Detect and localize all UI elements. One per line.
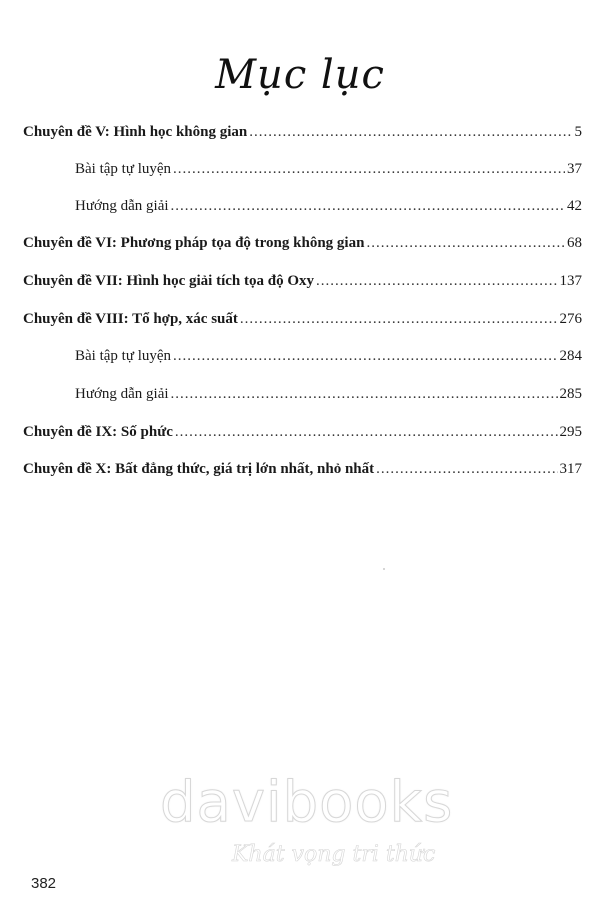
toc-entry-label: Chuyên đề X: Bất đẳng thức, giá trị lớn nhất, nhỏ nhất xyxy=(23,461,375,477)
toc-entry-page: 276 xyxy=(559,311,582,327)
watermark-slogan: Khát vọng tri thức xyxy=(232,842,436,867)
toc-entry-label: Bài tập tự luyện xyxy=(75,348,172,364)
dot-leader xyxy=(175,423,558,441)
toc-entry-label: Hướng dẫn giải xyxy=(75,198,169,214)
page-number: 382 xyxy=(31,875,57,892)
toc-subentry-solutions xyxy=(75,385,582,403)
dot-leader xyxy=(173,160,565,178)
toc-subentry-exercises xyxy=(75,347,582,365)
toc-entry-page: 295 xyxy=(559,424,582,440)
toc-subentry-solutions xyxy=(75,197,582,215)
dot-leader xyxy=(171,197,565,215)
toc-entry-page: 42 xyxy=(567,198,582,214)
watermark-brand: davibooks xyxy=(160,770,454,835)
toc-subentry-exercises xyxy=(75,160,582,178)
publisher-watermark xyxy=(160,770,460,870)
toc-entry-page: 284 xyxy=(559,348,582,364)
toc-entry-chapter-8 xyxy=(23,310,582,328)
toc-entry-page: 37 xyxy=(567,161,582,177)
toc-entry-label: Chuyên đề IX: Số phức xyxy=(23,424,173,440)
toc-entry-page: 285 xyxy=(559,386,582,402)
dot-leader xyxy=(366,234,565,252)
dot-leader xyxy=(173,347,557,365)
dot-leader xyxy=(376,460,557,478)
toc-entry-label: Hướng dẫn giải xyxy=(75,386,169,402)
dot-leader xyxy=(240,310,558,328)
dot-leader xyxy=(249,123,572,141)
dot-leader xyxy=(316,272,557,290)
toc-entry-label: Chuyên đề V: Hình học không gian xyxy=(23,124,248,140)
page-title: Mục lục xyxy=(215,52,385,98)
toc-entry-page: 68 xyxy=(567,235,582,251)
toc-entry-page: 5 xyxy=(574,124,582,140)
paper-speck xyxy=(383,568,385,570)
toc-entry-chapter-7 xyxy=(23,272,582,290)
toc-entry-chapter-6 xyxy=(23,234,582,252)
toc-entry-page: 317 xyxy=(559,461,582,477)
toc-entry-label: Chuyên đề VI: Phương pháp tọa độ trong không gian xyxy=(23,235,365,251)
dot-leader xyxy=(171,385,558,403)
toc-entry-chapter-5 xyxy=(23,123,582,141)
toc-entry-label: Chuyên đề VII: Hình học giải tích tọa độ Oxy xyxy=(23,273,315,289)
toc-entry-chapter-9 xyxy=(23,423,582,441)
toc-entry-label: Chuyên đề VIII: Tổ hợp, xác suất xyxy=(23,311,238,327)
toc-entry-chapter-10 xyxy=(23,460,582,478)
toc-entry-page: 137 xyxy=(559,273,582,289)
toc-entry-label: Bài tập tự luyện xyxy=(75,161,172,177)
